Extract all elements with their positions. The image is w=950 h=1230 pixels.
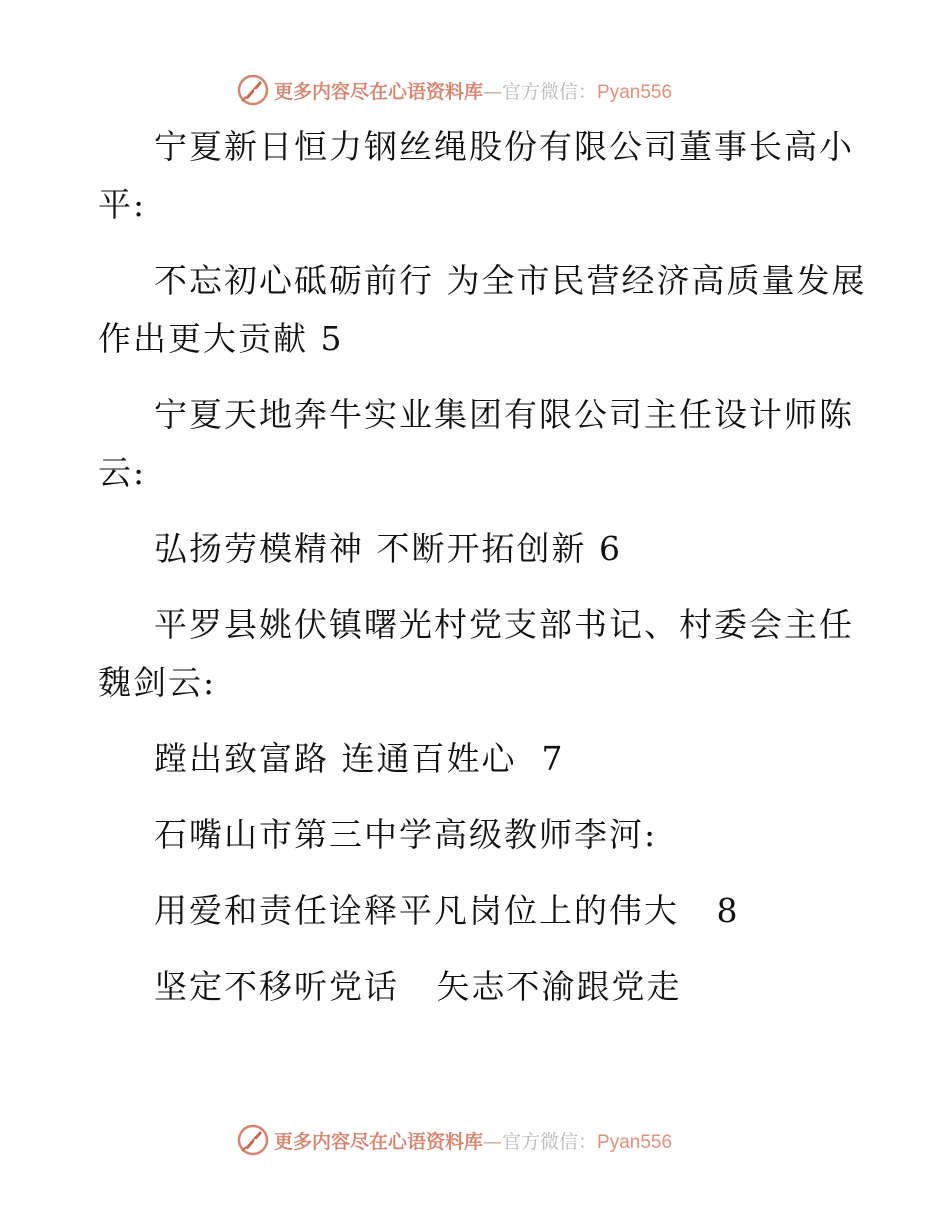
toc-line: 作出更大贡献 5	[98, 319, 344, 358]
watermark-wechat-id: Pyan556	[597, 1131, 673, 1153]
toc-line: 不忘初心砥砺前行 为全市民营经济高质量发展	[154, 261, 867, 300]
toc-line: 弘扬劳模精神 不断开拓创新 6	[154, 529, 622, 568]
toc-line: 蹚出致富路 连通百姓心 7	[154, 739, 565, 778]
toc-line: 魏剑云:	[98, 663, 217, 702]
watermark-brand: 更多内容尽在心语资料库	[274, 1130, 484, 1153]
toc-line: 宁夏新日恒力钢丝绳股份有限公司董事长高小	[154, 127, 854, 166]
watermark-text	[274, 77, 672, 104]
quill-pen-icon	[236, 1123, 270, 1157]
header-watermark	[236, 72, 672, 108]
watermark-dash: —	[483, 80, 503, 103]
quill-pen-icon	[236, 73, 270, 107]
toc-line: 云:	[98, 453, 147, 492]
toc-line: 用爱和责任诠释平凡岗位上的伟大 8	[154, 891, 740, 930]
watermark-official: 官方微信：	[502, 80, 598, 103]
watermark-official: 官方微信：	[502, 1130, 598, 1153]
toc-line: 坚定不移听党话 矢志不渝跟党走	[154, 967, 682, 1006]
toc-line: 宁夏天地奔牛实业集团有限公司主任设计师陈	[154, 395, 854, 434]
document-body	[98, 118, 867, 1016]
watermark-brand: 更多内容尽在心语资料库	[274, 80, 484, 103]
toc-line: 平罗县姚伏镇曙光村党支部书记、村委会主任	[154, 605, 854, 644]
toc-line: 平:	[98, 185, 147, 224]
watermark-text	[274, 1127, 672, 1154]
toc-line: 石嘴山市第三中学高级教师李河:	[154, 815, 658, 854]
watermark-dash: —	[483, 1130, 503, 1153]
watermark-wechat-id: Pyan556	[597, 81, 673, 103]
footer-watermark	[236, 1122, 672, 1158]
